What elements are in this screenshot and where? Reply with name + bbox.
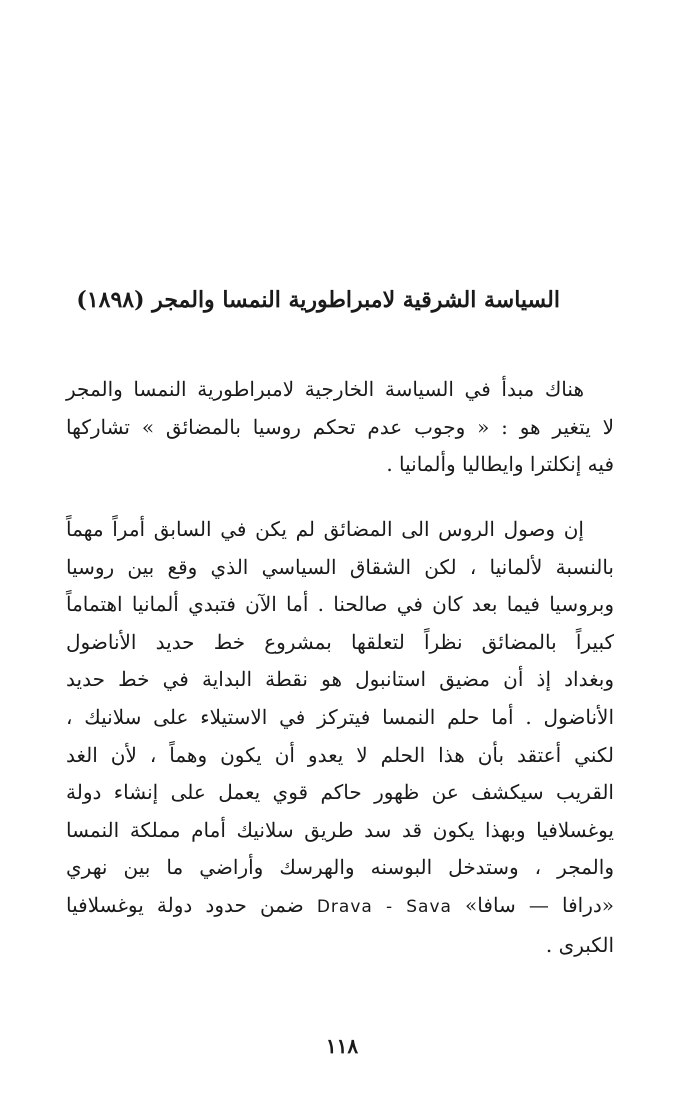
river-names-arabic: «درافا — سافا» <box>465 892 615 917</box>
paragraph-line: والمجر ، وستدخل البوسنه والهرسك وأراضي ما بين نهري <box>66 855 614 880</box>
paragraph-line: فيه إنكلترا وايطاليا وألمانيا . <box>386 452 614 477</box>
page-number: ١١٨ <box>325 1034 359 1058</box>
paragraph-line: وبروسيا فيما بعد كان في صالحنا . أما الآن فتبدي ألمانيا اهتماماً <box>66 592 614 617</box>
paragraph-line: لكني أعتقد بأن هذا الحلم لا يعدو أن يكون وهماً ، لأن الغد <box>66 742 614 767</box>
paragraph-2 <box>66 511 614 964</box>
river-names-latin: Drava - Sava <box>316 896 452 917</box>
paragraph-line: يوغسلافيا وبهذا يكون قد سد طريق سلانيك أمام مملكة النمسا <box>66 817 614 842</box>
paragraph-line: وبغداد إذ أن مضيق استانبول هو نقطة البداية في خط حديد <box>66 667 614 692</box>
line-continuation: ضمن حدود دولة يوغسلافيا <box>66 892 304 917</box>
paragraph-line: هناك مبدأ في السياسة الخارجية لامبراطورية النمسا والمجر <box>66 377 584 401</box>
paragraph-line: القريب سيكشف عن ظهور حاكم قوي يعمل على إنشاء دولة <box>66 780 614 805</box>
paragraph-1 <box>66 371 614 484</box>
section-heading: السياسة الشرقية لامبراطورية النمسا والمجر (١٨٩٨) <box>76 287 560 313</box>
paragraph-line-mixed <box>66 887 614 927</box>
paragraph-line: لا يتغير هو : « وجوب عدم تحكم روسيا بالمضائق » تشاركها <box>66 414 614 439</box>
paragraph-line: بالنسبة لألمانيا ، لكن الشقاق السياسي الذي وقع بين روسيا <box>66 554 614 579</box>
paragraph-line: إن وصول الروس الى المضائق لم يكن في السابق أمراً مهماً <box>66 517 584 541</box>
paragraph-line: الكبرى . <box>545 932 614 957</box>
paragraph-line: الأناضول . أما حلم النمسا فيتركز في الاستيلاء على سلانيك ، <box>66 704 614 729</box>
paragraph-line: كبيراً بالمضائق نظراً لتعلقها بمشروع خط حديد الأناضول <box>66 629 614 654</box>
